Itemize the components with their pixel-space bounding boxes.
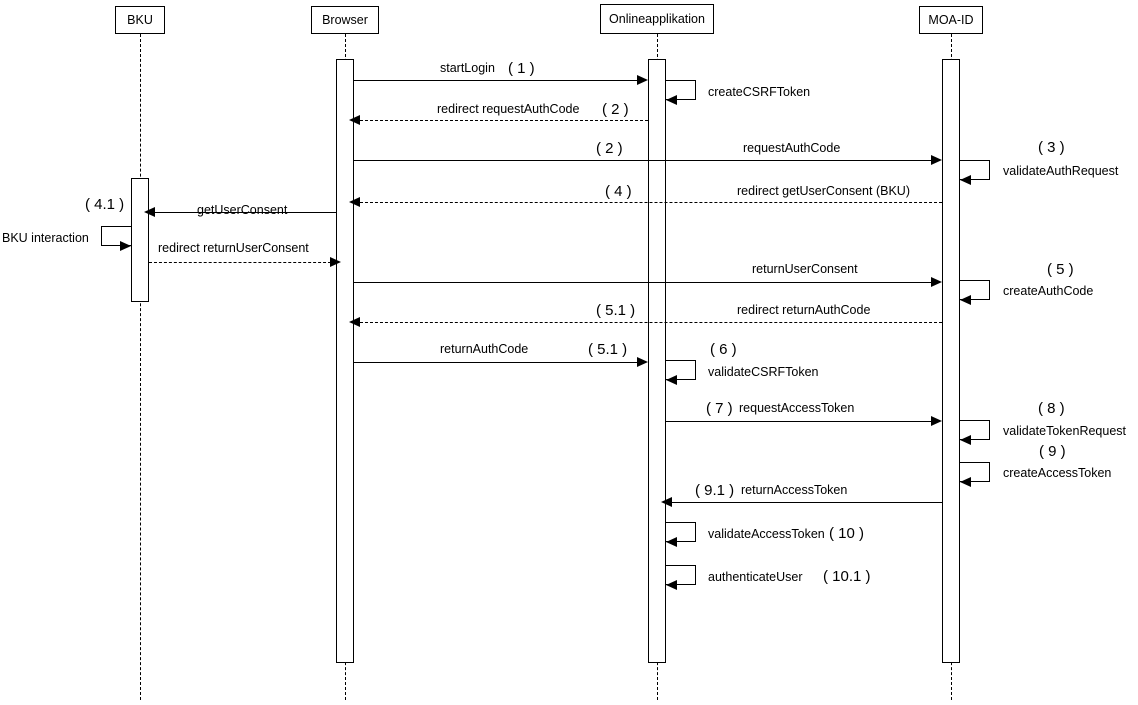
message-label-validate-auth-request: validateAuthRequest (1003, 164, 1119, 178)
self-call-arrow-create-csrf-token (666, 95, 677, 105)
message-line-return-access-token (672, 502, 942, 503)
self-call-arrow-validate-auth-request (960, 175, 971, 185)
message-step-redirect-request-auth-code: ( 2 ) (602, 101, 629, 118)
lifeline-label-browser: Browser (322, 12, 368, 27)
message-label-create-access-token: createAccessToken (1003, 466, 1112, 480)
activation-bar-browser (336, 59, 354, 663)
message-arrow-redirect-get-user-consent (349, 197, 360, 207)
self-call-arrow-validate-token-request (960, 435, 971, 445)
message-step-request-access-token: ( 7 ) (706, 400, 733, 417)
self-call-arrow-validate-csrf-token (666, 375, 677, 385)
message-label-return-user-consent: returnUserConsent (752, 262, 858, 276)
message-line-redirect-return-auth-code (360, 322, 942, 323)
message-line-return-auth-code (354, 362, 642, 363)
message-label-return-access-token: returnAccessToken (741, 483, 848, 497)
message-label-get-user-consent: getUserConsent (197, 203, 288, 217)
self-call-arrow-create-auth-code (960, 295, 971, 305)
lifeline-header-moaid (919, 6, 983, 34)
message-step-authenticate-user: ( 10.1 ) (823, 568, 871, 585)
message-arrow-return-auth-code (637, 357, 648, 367)
message-arrow-return-user-consent (931, 277, 942, 287)
lifeline-header-browser (311, 6, 379, 34)
self-call-arrow-create-access-token (960, 477, 971, 487)
message-step-validate-access-token: ( 10 ) (829, 525, 865, 542)
message-label-redirect-get-user-consent: redirect getUserConsent (BKU) (737, 184, 910, 198)
activation-bar-onlineapplikation (648, 59, 666, 663)
message-label-bku-interaction: BKU interaction (2, 231, 89, 245)
message-step-create-auth-code: ( 5 ) (1047, 261, 1074, 278)
message-label-create-auth-code: createAuthCode (1003, 284, 1094, 298)
message-label-authenticate-user: authenticateUser (708, 570, 803, 584)
lifeline-header-bku (115, 6, 165, 34)
message-step-redirect-return-auth-code: ( 5.1 ) (596, 302, 636, 319)
message-step-validate-token-request: ( 8 ) (1038, 400, 1065, 417)
message-step-redirect-get-user-consent: ( 4 ) (605, 183, 632, 200)
lifeline-header-onlineapplikation (600, 4, 714, 34)
message-label-create-csrf-token: createCSRFToken (708, 85, 811, 99)
message-arrow-redirect-return-auth-code (349, 317, 360, 327)
message-line-request-auth-code (354, 160, 936, 161)
message-label-request-auth-code: requestAuthCode (743, 141, 841, 155)
lifeline-line-bku (140, 34, 141, 700)
message-label-redirect-return-user-consent: redirect returnUserConsent (158, 241, 309, 255)
message-step-validate-auth-request: ( 3 ) (1038, 139, 1065, 156)
message-label-return-auth-code: returnAuthCode (440, 342, 529, 356)
message-label-redirect-request-auth-code: redirect requestAuthCode (437, 102, 580, 116)
message-line-redirect-request-auth-code (360, 120, 648, 121)
message-label-start-login: startLogin (440, 61, 495, 75)
message-step-get-user-consent: ( 4.1 ) (85, 196, 125, 213)
activation-bar-bku (131, 178, 149, 302)
message-step-request-auth-code: ( 2 ) (596, 140, 623, 157)
message-arrow-redirect-request-auth-code (349, 115, 360, 125)
message-line-return-user-consent (354, 282, 936, 283)
lifeline-label-bku: BKU (127, 12, 153, 27)
activation-bar-moaid (942, 59, 960, 663)
message-label-request-access-token: requestAccessToken (739, 401, 855, 415)
message-arrow-get-user-consent (144, 207, 155, 217)
lifeline-label-moaid: MOA-ID (928, 12, 974, 27)
self-call-arrow-bku-interaction (120, 241, 131, 251)
message-label-validate-token-request: validateTokenRequest (1003, 424, 1126, 438)
message-arrow-request-access-token (931, 416, 942, 426)
message-arrow-return-access-token (661, 497, 672, 507)
message-arrow-start-login (637, 75, 648, 85)
message-step-return-access-token: ( 9.1 ) (695, 482, 735, 499)
self-call-arrow-authenticate-user (666, 580, 677, 590)
message-step-validate-csrf-token: ( 6 ) (710, 341, 737, 358)
message-line-request-access-token (666, 421, 936, 422)
message-arrow-request-auth-code (931, 155, 942, 165)
message-line-start-login (354, 80, 642, 81)
lifeline-label-onlineapplikation: Onlineapplikation (609, 11, 705, 26)
self-call-arrow-validate-access-token (666, 537, 677, 547)
message-arrow-redirect-return-user-consent (330, 257, 341, 267)
message-step-start-login: ( 1 ) (508, 60, 535, 77)
message-step-create-access-token: ( 9 ) (1039, 443, 1066, 460)
message-line-redirect-return-user-consent (149, 262, 336, 263)
message-line-redirect-get-user-consent (360, 202, 942, 203)
message-step-return-auth-code: ( 5.1 ) (588, 341, 628, 358)
message-label-validate-access-token: validateAccessToken (708, 527, 825, 541)
message-label-validate-csrf-token: validateCSRFToken (708, 365, 819, 379)
message-label-redirect-return-auth-code: redirect returnAuthCode (737, 303, 871, 317)
